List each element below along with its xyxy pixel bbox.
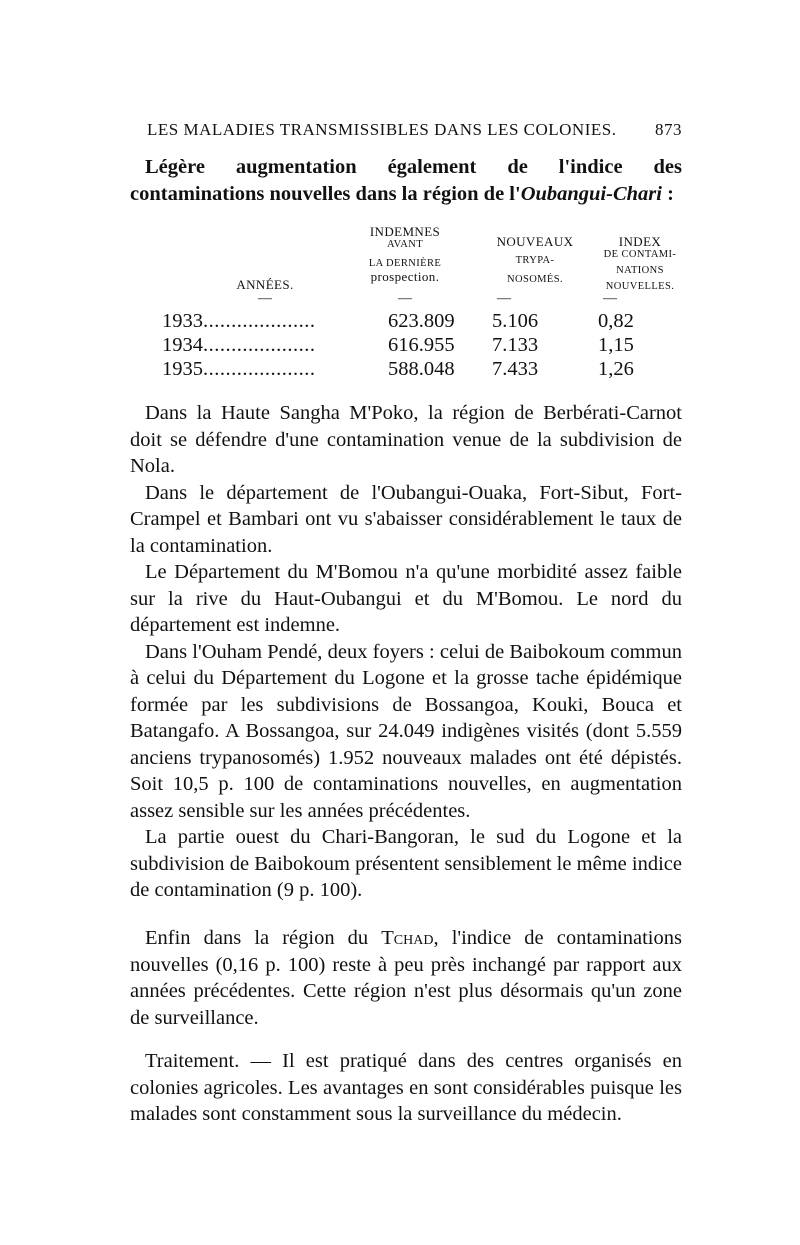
dash-index: — [603,291,617,306]
header-indemnes-line4: prospection. [370,269,440,284]
running-title: LES MALADIES TRANSMISSIBLES DANS LES COLONIES. [147,120,617,139]
traitement-paragraph [130,1048,682,1128]
intro-text: Légère augmentation également de l'indice des contaminations nouvelles dans la région de l' [130,156,682,205]
table-row [130,334,682,358]
paragraph: Dans le département de l'Oubangui-Ouaka, Fort-Sibut, Fort-Crampel et Bambari ont vu s'abaisser considérablement le taux de la contamination. [130,481,682,557]
intro-region: Oubangui-Chari [520,182,662,205]
row-year: 1934 [162,334,203,356]
paragraph: Traitement. — Il est pratiqué dans des centres organisés en colonies agricoles. Les avantages en sont considérables puisque les malades sont constamment sous la surveillance du médecin. [130,1050,682,1125]
table-row [130,310,682,334]
dash-nouveaux: — [497,291,511,306]
header-index-line4: NOUVELLES. [605,281,675,292]
header-index-line3: NATIONS [616,265,664,276]
dash-indemnes: — [398,291,412,306]
header-nouveaux-line1: NOUVEAUX [496,234,574,249]
header-nouveaux-line2: TRYPA- [515,255,555,266]
row-leader: .................... [203,334,316,356]
row-indemnes: 616.955 [388,334,455,356]
row-leader: .................... [203,358,316,380]
header-indemnes-line2: AVANT [386,239,424,250]
tchad-region: Tchad [381,927,434,949]
row-year: 1935 [162,358,203,380]
row-index: 1,15 [598,334,634,356]
tchad-text: Enfin dans la région du [145,927,382,949]
row-nouveaux: 7.433 [492,358,539,380]
header-years: ANNÉES. [236,277,294,292]
header-index-line1: INDEX [618,234,662,249]
table-row [130,358,682,382]
contamination-table [130,224,682,380]
row-leader: .................... [203,310,316,332]
body-paragraphs [130,400,682,904]
tchad-tail: , l'indice de contaminations nouvelles (0,16 p. 100) reste à peu près inchangé par rapport aux années précédentes. Cette région n'est plus désormais qu'un zone de surveillance. [130,927,682,1029]
page-number: 873 [655,120,682,139]
intro-tail: : [661,182,674,205]
intro-paragraph [130,154,682,207]
header-index [575,235,705,293]
row-index: 1,26 [598,358,634,380]
row-nouveaux: 5.106 [492,310,539,332]
header-indemnes-line1: INDEMNES [369,224,441,239]
row-indemnes: 588.048 [388,358,455,380]
row-indemnes: 623.809 [388,310,455,332]
header-index-line2: DE CONTAMI- [603,249,677,260]
row-nouveaux: 7.133 [492,334,539,356]
paragraph: Le Département du M'Bomou n'a qu'une morbidité assez faible sur la rive du Haut-Oubangui et du M'Bomou. Le nord du département est indemne. [130,561,682,636]
row-index: 0,82 [598,310,634,332]
header-indemnes [330,225,480,283]
paragraph: La partie ouest du Chari-Bangoran, le sud du Logone et la subdivision de Baibokoum présentent sensiblement le même indice de contamination (9 p. 100). [130,826,682,901]
header-indemnes-line3: LA DERNIÈRE [368,258,442,269]
paragraph: Dans la Haute Sangha M'Poko, la région de Berbérati-Carnot doit se défendre d'une contamination venue de la subdivision de Nola. [130,402,682,477]
row-year: 1933 [162,310,203,332]
tchad-paragraph [130,925,682,1031]
dash-years: — [258,291,272,306]
header-nouveaux-line3: NOSOMÉS. [506,274,563,285]
paragraph: Dans l'Ouham Pendé, deux foyers : celui de Baibokoum commun à celui du Département du Logone et la grosse tache épidémique formée par les subdivisions de Bossangoa, Kouki, Bouca et Batangafo. A Bossangoa, sur 24.049 indigènes visités (dont 5.559 anciens trypanosomés) 1.952 nouveaux malades ont été dépistés. Soit 10,5 p. 100 de contaminations nouvelles, en augmentation assez sensible sur les années précédentes. [130,640,682,822]
